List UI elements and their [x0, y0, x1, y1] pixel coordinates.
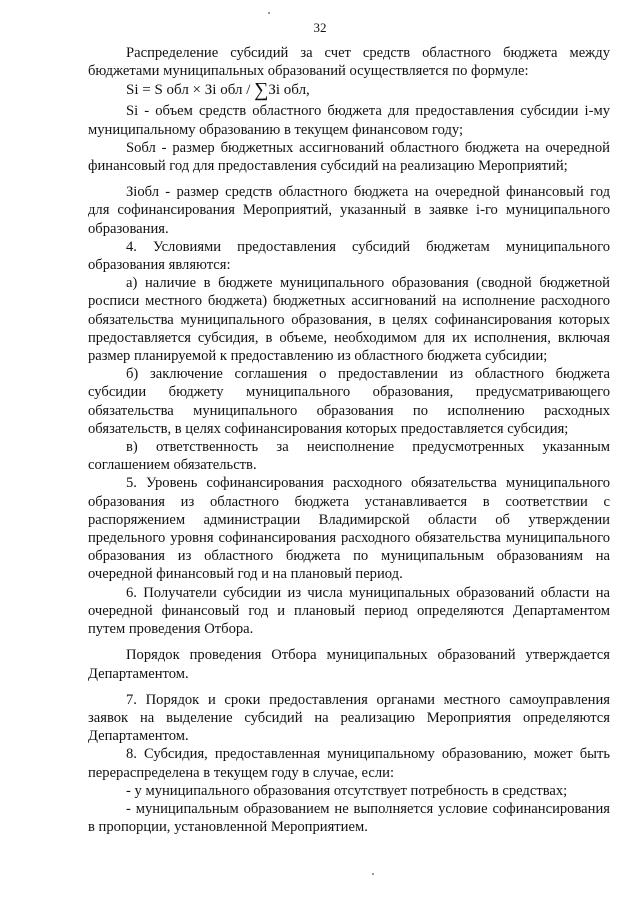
paragraph-section-5: 5. Уровень софинансирования расходного обязательства муниципального образования из областного бюджета устанавливается в соответствии с распоряжением администрации Владимирской области об утверждении предельного уровня софинансирования расходного обязательства муниципального образования из областного бюджета по муниципальным образованиям на очередной финансовый год и на плановый период.: [88, 475, 610, 583]
paragraph-condition-v: в) ответственность за неисполнение предусмотренных указанным соглашением обязательств.: [88, 439, 610, 474]
scan-speck: [268, 12, 270, 14]
scan-speck: [372, 873, 374, 875]
paragraph-section-7: 7. Порядок и сроки предоставления органами местного самоуправления заявок на выделение субсидий на реализацию Мероприятия определяются Департаментом.: [88, 691, 610, 745]
list-item-no-need: - у муниципального образования отсутствует потребность в средствах;: [126, 782, 568, 799]
formula-right: Зi обл,: [268, 82, 310, 99]
paragraph-section-8: 8. Субсидия, предоставленная муниципальному образованию, может быть перераспределена в текущем году в случае, если:: [88, 746, 610, 781]
sum-sign: ∑: [254, 79, 269, 102]
paragraph-section-6: 6. Получатели субсидии из числа муниципальных образований области на очередной финансовый год и плановый период определяются Департаментом путем проведения Отбора.: [88, 584, 610, 638]
paragraph-distribution-intro: Распределение субсидий за счет средств областного бюджета между бюджетами муниципальных образований осуществляется по формуле:: [88, 45, 610, 80]
paragraph-condition-a: а) наличие в бюджете муниципального образования (сводной бюджетной росписи местного бюджета) бюджетных ассигнований на исполнение расходного обязательства муниципального образования, в целях софинансирования которых предоставляется субсидия, в объеме, необходимом для их исполнения, включая размер планируемой к предоставлению из областного бюджета субсидии;: [88, 275, 610, 365]
paragraph-selection-procedure: Порядок проведения Отбора муниципальных образований утверждается Департаментом.: [88, 647, 610, 682]
paragraph-sobl-definition: Sобл - размер бюджетных ассигнований областного бюджета на очередной финансовый год для предоставления субсидий на реализацию Мероприятий;: [88, 139, 610, 175]
paragraph-section-4: 4. Условиями предоставления субсидий бюджетам муниципального образования являются:: [88, 238, 610, 274]
document-body: [88, 44, 610, 836]
paragraph-condition-b: б) заключение соглашения о предоставлении из областного бюджета субсидии бюджету муниципального образования, предусматривающего обязательства муниципального образования по исполнению расходных обязательств, в целях софинансирования которых предоставляется субсидия;: [88, 366, 610, 437]
formula-left: Si = S обл × Зi обл /: [126, 82, 255, 99]
paragraph-si-definition: Si - объем средств областного бюджета для предоставления субсидии i-му муниципальному образованию в текущем финансовом году;: [88, 103, 610, 138]
formula: [88, 80, 610, 100]
paragraph-ziobl-definition: Зiобл - размер средств областного бюджета на очередной финансовый год для софинансирования Мероприятий, указанный в заявке i-го муниципального образования.: [88, 184, 610, 237]
page-number: 32: [313, 20, 327, 35]
list-item-cofinancing-not-met: - муниципальным образованием не выполняется условие софинансирования в пропорции, установленной Мероприятием.: [88, 800, 610, 836]
